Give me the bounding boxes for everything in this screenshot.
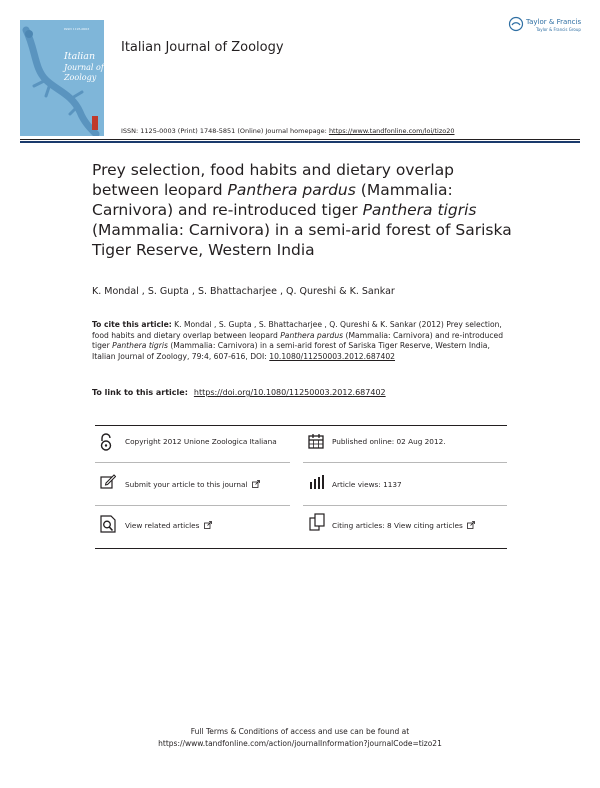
- journal-cover[interactable]: [20, 20, 104, 136]
- edit-icon: [100, 474, 116, 489]
- citation-species-2: Panthera tigris: [112, 341, 168, 350]
- link-line: [92, 388, 386, 397]
- external-link-icon: [204, 521, 212, 529]
- citation-species-1: Panthera pardus: [280, 330, 344, 340]
- cover-title-line2: Journal of: [64, 63, 104, 72]
- cover-title-line1: Italian: [64, 51, 96, 62]
- article-title-part: (Mammalia: Carnivora) and re-introduced tiger: [92, 181, 453, 219]
- view-related-label: View related articles: [125, 521, 200, 530]
- external-link-icon: [467, 521, 475, 529]
- meta-divider: [303, 505, 507, 506]
- citing-articles-link[interactable]: [332, 521, 475, 530]
- article-title: [92, 160, 522, 260]
- footer-terms-link[interactable]: https://www.tandfonline.com/action/journalInformation?journalCode=tizo21: [158, 739, 442, 748]
- meta-box-bottom-border: [95, 548, 507, 549]
- external-link-icon: [252, 480, 260, 488]
- citation-doi-link[interactable]: 10.1080/11250003.2012.687402: [269, 351, 396, 361]
- publisher-logo-icon: [508, 16, 524, 32]
- meta-divider: [303, 462, 507, 463]
- view-related-link[interactable]: [125, 521, 212, 530]
- header-divider-thin: [20, 139, 580, 140]
- citation-text: (Mammalia: Carnivora) in a semi-arid forest of Sariska Tiger Reserve, Western India, Italian Journal of Zoology, 79:4, 607-616, DOI:: [92, 341, 490, 361]
- article-doi-link[interactable]: https://doi.org/10.1080/11250003.2012.687402: [193, 388, 386, 397]
- link-label: To link to this article:: [92, 388, 188, 397]
- meta-box-top-border: [95, 425, 507, 426]
- article-title-part: Prey selection, food habits and dietary overlap between leopard: [92, 161, 455, 199]
- article-title-species-2: Panthera tigris: [362, 201, 477, 219]
- authors: K. Mondal , S. Gupta , S. Bhattacharjee , Q. Qureshi & K. Sankar: [92, 286, 395, 297]
- citation-text: (Mammalia: Carnivora) and re-introduced tiger: [92, 330, 504, 350]
- article-views: Article views: 1137: [332, 480, 402, 489]
- citation-label: To cite this article:: [92, 320, 172, 329]
- copyright-text: Copyright 2012 Unione Zoologica Italiana: [125, 437, 277, 446]
- issn-line: [121, 127, 454, 135]
- publisher-logo-subtext: Taylor & Francis Group: [536, 27, 581, 32]
- open-access-lock-icon: [99, 433, 113, 451]
- header-divider-thick: [20, 141, 580, 143]
- bar-chart-icon: [309, 475, 326, 489]
- article-title-species-1: Panthera pardus: [227, 181, 356, 199]
- citing-articles-label: Citing articles: 8 View citing articles: [332, 521, 463, 530]
- publisher-logo-text: Taylor & Francis: [526, 18, 582, 26]
- article-title-part: (Mammalia: Carnivora) in a semi-arid forest of Sariska Tiger Reserve, Western India: [92, 221, 512, 259]
- citation-text: K. Mondal , S. Gupta , S. Bhattacharjee , Q. Qureshi & K. Sankar (2012) Prey selection, food habits and dietary overlap between leopard: [92, 320, 502, 340]
- submit-article-link[interactable]: [125, 480, 260, 489]
- calendar-icon: [308, 433, 324, 449]
- citing-articles-icon: [309, 513, 326, 531]
- publisher-logo[interactable]: [508, 16, 580, 38]
- journal-homepage-link[interactable]: https://www.tandfonline.com/loi/tizo20: [328, 127, 455, 135]
- cover-title-line3: Zoology: [64, 73, 97, 82]
- published-date: Published online: 02 Aug 2012.: [332, 437, 446, 446]
- issn-text: ISSN: 1125-0003 (Print) 1748-5851 (Online) Journal homepage:: [121, 127, 329, 135]
- submit-article-label: Submit your article to this journal: [125, 480, 248, 489]
- journal-title[interactable]: Italian Journal of Zoology: [121, 40, 284, 55]
- meta-divider: [95, 462, 290, 463]
- cover-issn: ISSN 1125-0003: [64, 27, 90, 31]
- related-search-icon: [100, 515, 116, 533]
- meta-divider: [95, 505, 290, 506]
- citation-block: [92, 320, 512, 362]
- footer-terms-text: Full Terms & Conditions of access and use can be found at: [190, 727, 410, 736]
